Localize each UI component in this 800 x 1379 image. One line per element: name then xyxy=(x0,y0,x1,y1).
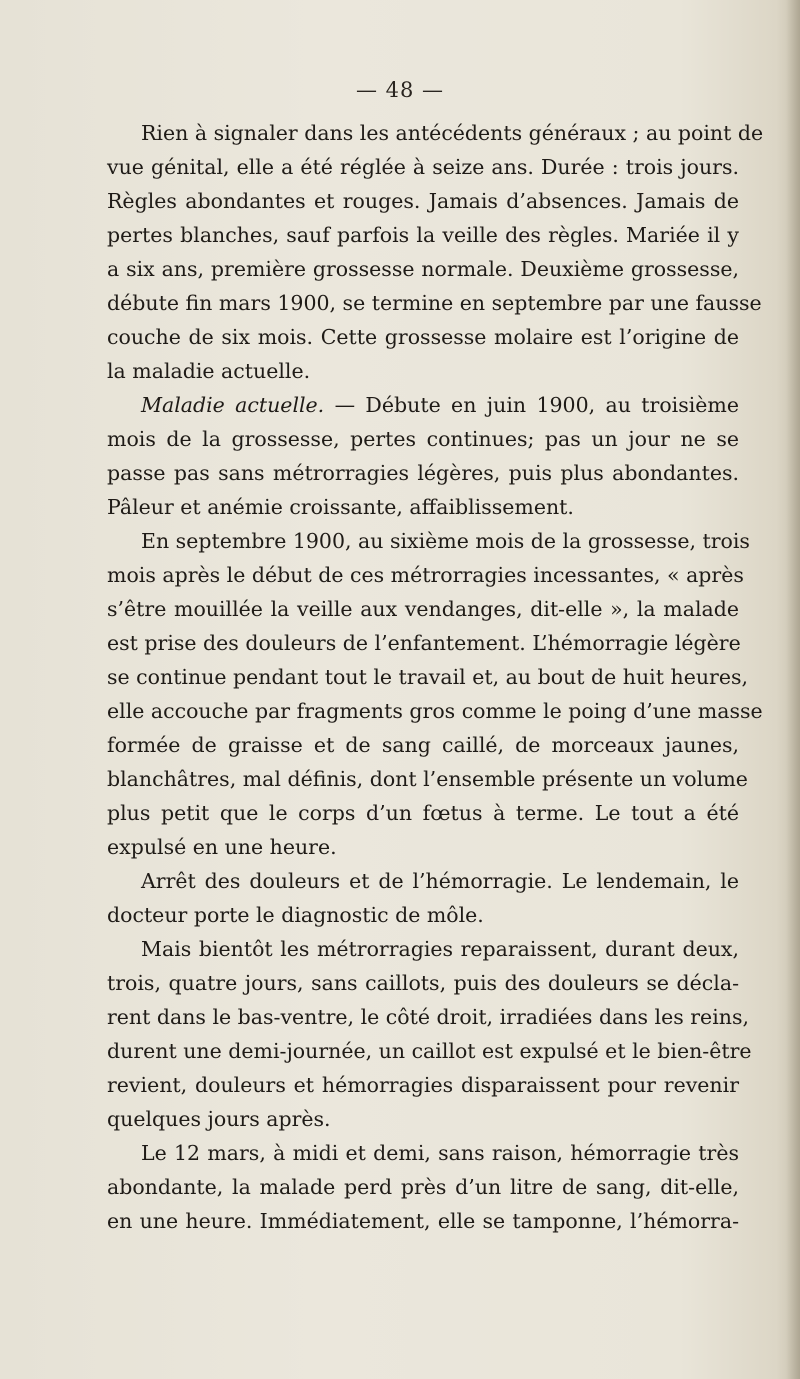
text-line: Le 12 mars, à midi et demi, sans raison, hémorragie très xyxy=(141,1141,739,1165)
text-line: a six ans, première grossesse normale. Deuxième grossesse, xyxy=(107,257,739,281)
text-line: se continue pendant tout le travail et, au bout de huit heures, xyxy=(107,665,748,689)
paragraph-12-mars xyxy=(107,1136,739,1238)
text-line: En septembre 1900, au sixième mois de la grossesse, trois xyxy=(141,529,750,553)
paragraph-arret xyxy=(107,864,739,932)
text-line: passe pas sans métrorragies légères, puis plus abondantes. xyxy=(107,461,739,485)
text-line: la maladie actuelle. xyxy=(107,359,311,383)
text-line: Mais bientôt les métrorragies reparaissent, durant deux, xyxy=(141,937,739,961)
page-edge-shadow xyxy=(786,0,800,1379)
text-line: revient, douleurs et hémorragies disparaissent pour revenir xyxy=(107,1073,739,1097)
text-line: blanchâtres, mal définis, dont l’ensemble présente un volume xyxy=(107,767,748,791)
text-line: plus petit que le corps d’un fœtus à terme. Le tout a été xyxy=(107,801,739,825)
text-line: débute fin mars 1900, se termine en septembre par une fausse xyxy=(107,291,762,315)
text-line xyxy=(107,388,739,422)
page-number: — 48 — xyxy=(355,78,445,102)
text-line: rent dans le bas-ventre, le côté droit, irradiées dans les reins, xyxy=(107,1005,749,1029)
text-line: abondante, la malade perd près d’un litre de sang, dit-elle, xyxy=(107,1175,739,1199)
text-line: expulsé en une heure. xyxy=(107,835,337,859)
paragraph-metrorragies xyxy=(107,932,752,1136)
paragraph-maladie-actuelle xyxy=(107,388,739,524)
text-line: pertes blanches, sauf parfois la veille des règles. Mariée il y xyxy=(107,223,739,247)
text-line: vue génital, elle a été réglée à seize ans. Durée : trois jours. xyxy=(107,155,739,179)
text-line: durent une demi-journée, un caillot est expulsé et le bien-être xyxy=(107,1039,752,1063)
text-line: couche de six mois. Cette grossesse molaire est l’origine de xyxy=(107,325,739,349)
text-line: Règles abondantes et rouges. Jamais d’absences. Jamais de xyxy=(107,189,739,213)
section-heading: Maladie actuelle. xyxy=(141,393,325,417)
text-line: Pâleur et anémie croissante, affaiblissement. xyxy=(107,495,574,519)
text-line-rest: — Débute en juin 1900, au troisième xyxy=(324,393,739,417)
text-line: en une heure. Immédiatement, elle se tamponne, l’hémorra- xyxy=(107,1209,739,1233)
text-line: quelques jours après. xyxy=(107,1107,331,1131)
text-line: Arrêt des douleurs et de l’hémorragie. Le lendemain, le xyxy=(141,869,739,893)
text-line: elle accouche par fragments gros comme le poing d’une masse xyxy=(107,699,763,723)
paragraph-septembre xyxy=(107,524,763,864)
text-line: mois de la grossesse, pertes continues; pas un jour ne se xyxy=(107,427,739,451)
text-line: trois, quatre jours, sans caillots, puis des douleurs se décla- xyxy=(107,971,739,995)
paragraph-antecedents xyxy=(107,116,764,388)
text-line: mois après le début de ces métrorragies incessantes, « après xyxy=(107,563,744,587)
text-line: s’être mouillée la veille aux vendanges, dit-elle », la malade xyxy=(107,597,739,621)
text-line: formée de graisse et de sang caillé, de morceaux jaunes, xyxy=(107,733,739,757)
text-line: est prise des douleurs de l’enfantement. L’hémorragie légère xyxy=(107,631,741,655)
text-line: Rien à signaler dans les antécédents généraux ; au point de xyxy=(141,121,764,145)
text-line: docteur porte le diagnostic de môle. xyxy=(107,903,484,927)
body-text xyxy=(107,116,764,1238)
